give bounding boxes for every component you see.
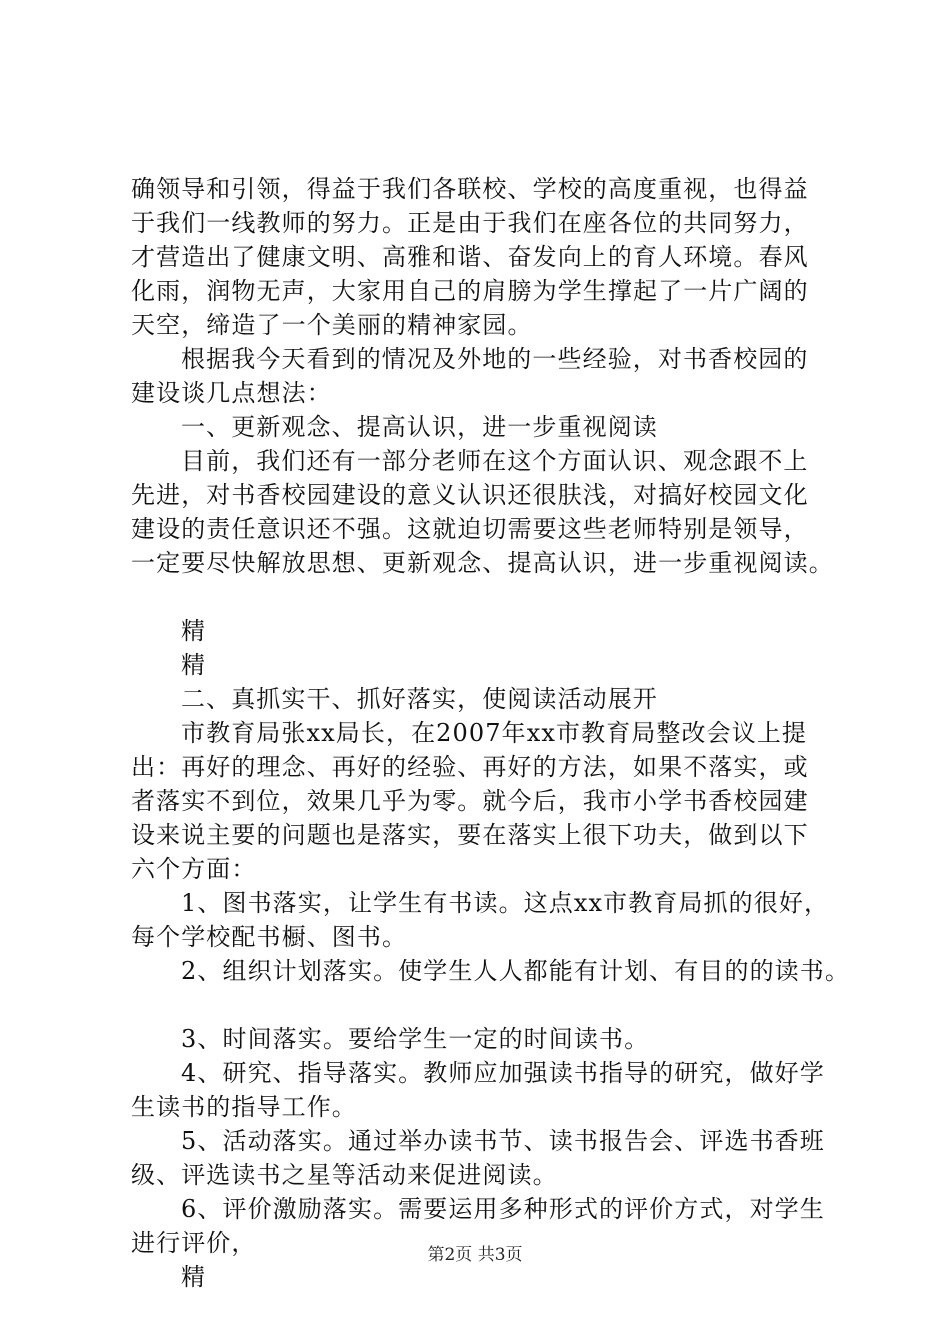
watermark-fragment: 精 [181, 651, 207, 679]
body-line: 建设谈几点想法： [131, 379, 332, 407]
section-heading: 一、更新观念、提高认识，进一步重视阅读 [181, 413, 658, 441]
body-line: 一定要尽快解放思想、更新观念、提高认识，进一步重视阅读。 [131, 549, 834, 577]
list-item: 5、活动落实。通过举办读书节、读书报告会、评选书香班 [181, 1127, 825, 1155]
body-line: 才营造出了健康文明、高雅和谐、奋发向上的育人环境。春风 [131, 243, 809, 271]
body-line: 每个学校配书橱、图书。 [131, 923, 408, 951]
blank-line [131, 988, 851, 1022]
body-line: 天空，缔造了一个美丽的精神家园。 [131, 311, 533, 339]
body-line: 生读书的指导工作。 [131, 1093, 357, 1121]
body-line: 者落实不到位，效果几乎为零。就今后，我市小学书香校园建 [131, 787, 809, 815]
paragraph-first-line: 根据我今天看到的情况及外地的一些经验，对书香校园的 [181, 345, 809, 373]
body-line: 出：再好的理念、再好的经验、再好的方法，如果不落实，或 [131, 753, 809, 781]
blank-line [131, 580, 851, 614]
list-item: 1、图书落实，让学生有书读。这点xx市教育局抓的很好， [181, 889, 830, 917]
body-line: 确领导和引领，得益于我们各联校、学校的高度重视，也得益 [131, 175, 809, 203]
list-item: 2、组织计划落实。使学生人人都能有计划、有目的的读书。 [181, 957, 850, 985]
paragraph-first-line: 目前，我们还有一部分老师在这个方面认识、观念跟不上 [181, 447, 809, 475]
body-line: 于我们一线教师的努力。正是由于我们在座各位的共同努力， [131, 209, 809, 237]
body-line: 化雨，润物无声，大家用自己的肩膀为学生撑起了一片广阔的 [131, 277, 809, 305]
section-heading: 二、真抓实干、抓好落实，使阅读活动展开 [181, 685, 658, 713]
document-body [131, 172, 851, 1294]
body-line: 先进，对书香校园建设的意义认识还很肤浅，对搞好校园文化 [131, 481, 809, 509]
body-line: 六个方面： [131, 855, 257, 883]
page-footer: 第2页 共3页 [427, 1245, 523, 1265]
watermark-fragment: 精 [181, 1263, 207, 1291]
paragraph-first-line: 市教育局张xx局长，在2007年xx市教育局整改会议上提 [181, 719, 808, 747]
body-line: 级、评选读书之星等活动来促进阅读。 [131, 1161, 558, 1189]
body-line: 建设的责任意识还不强。这就迫切需要这些老师特别是领导， [131, 515, 809, 543]
body-line: 设来说主要的问题也是落实，要在落实上很下功夫，做到以下 [131, 821, 809, 849]
body-line: 进行评价， [131, 1229, 257, 1257]
list-item: 4、研究、指导落实。教师应加强读书指导的研究，做好学 [181, 1059, 825, 1087]
watermark-fragment: 精 [181, 617, 207, 645]
list-item: 3、时间落实。要给学生一定的时间读书。 [181, 1025, 650, 1053]
list-item: 6、评价激励落实。需要运用多种形式的评价方式，对学生 [181, 1195, 825, 1223]
